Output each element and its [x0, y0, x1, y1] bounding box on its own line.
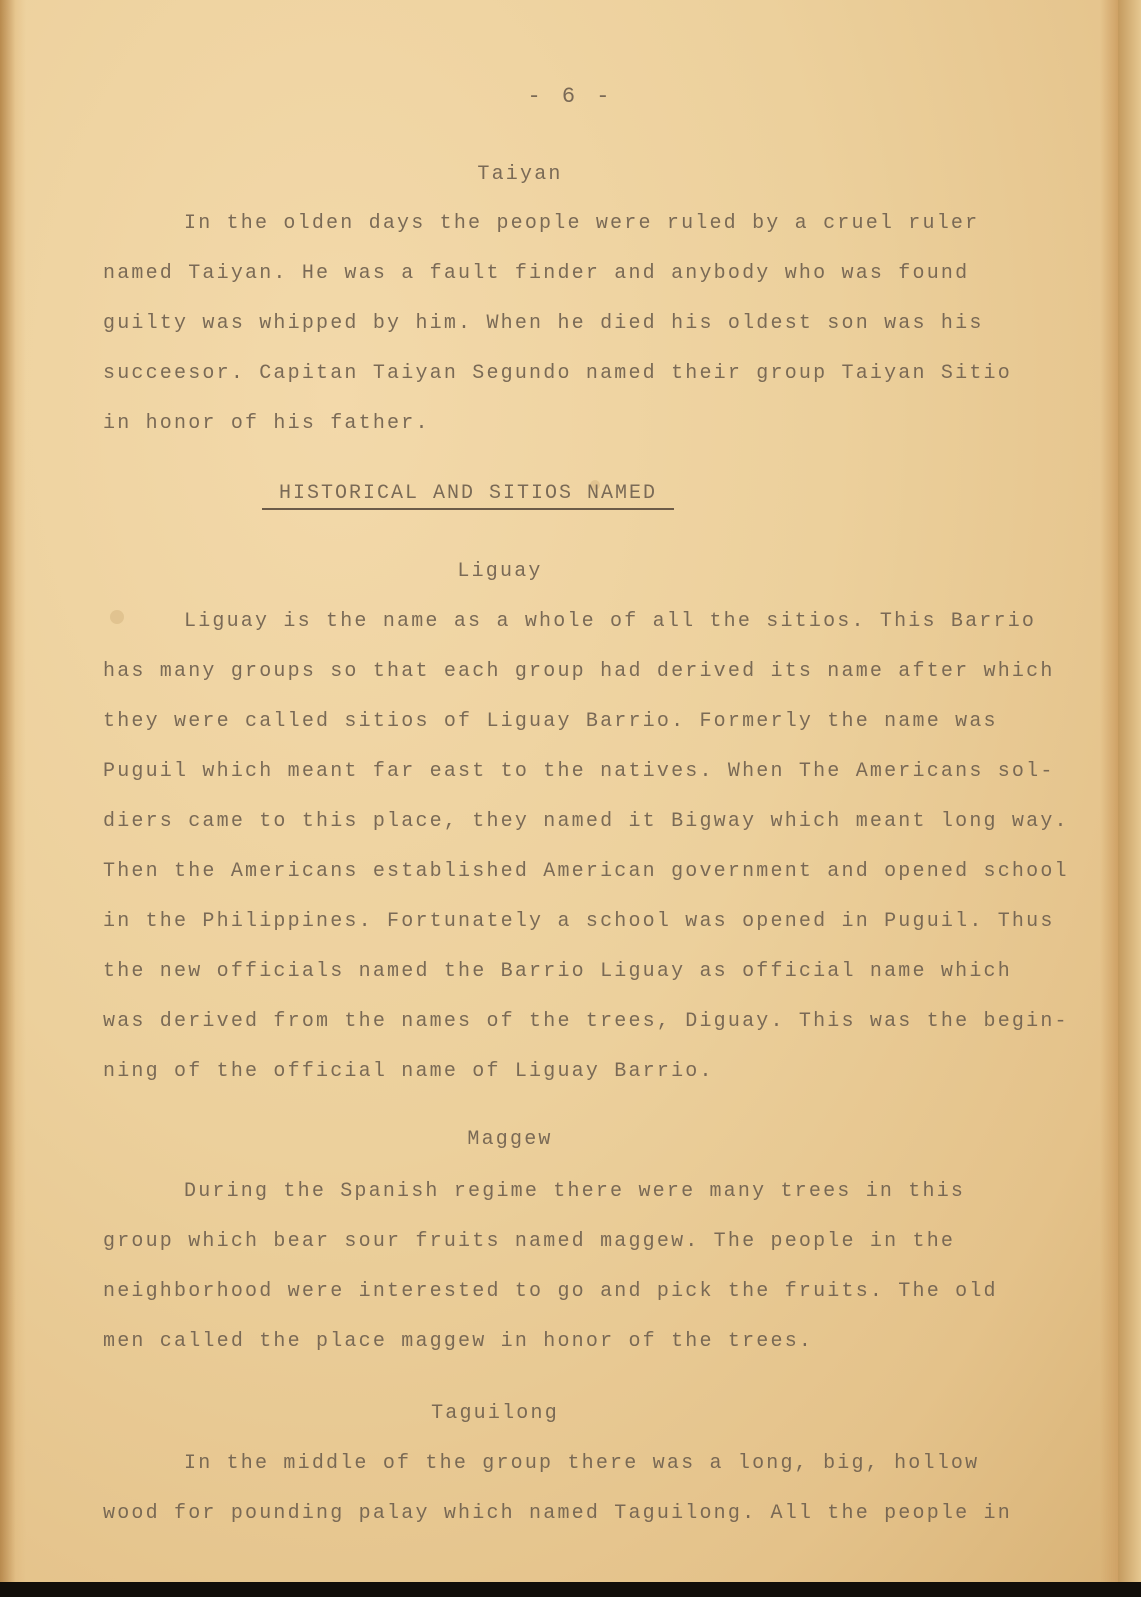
- text-line: guilty was whipped by him. When he died his oldest son was his: [103, 312, 984, 335]
- text-line: men called the place maggew in honor of the trees.: [103, 1330, 814, 1353]
- text-line: In the olden days the people were ruled by a cruel ruler: [184, 212, 980, 235]
- text-line: the new officials named the Barrio Liguay as official name which: [103, 960, 1012, 983]
- section-heading-liguay: Liguay: [457, 560, 543, 583]
- text-line: they were called sitios of Liguay Barrio. Formerly the name was: [103, 710, 998, 733]
- text-line: diers came to this place, they named it Bigway which meant long way.: [103, 810, 1069, 833]
- text-line: was derived from the names of the trees, Diguay. This was the begin-: [103, 1010, 1069, 1033]
- section-heading-maggew: Maggew: [467, 1128, 553, 1151]
- section-heading-historical: HISTORICAL AND SITIOS NAMED: [262, 482, 674, 510]
- text-line: Puguil which meant far east to the natives. When The Americans sol-: [103, 760, 1055, 783]
- text-line: During the Spanish regime there were many trees in this: [184, 1180, 966, 1203]
- paper-stain: [110, 610, 124, 624]
- text-line: neighborhood were interested to go and pick the fruits. The old: [103, 1280, 998, 1303]
- section-heading-taguilong: Taguilong: [431, 1402, 559, 1425]
- text-line: in honor of his father.: [103, 412, 430, 435]
- section-heading-taiyan: Taiyan: [477, 163, 563, 186]
- text-line: Liguay is the name as a whole of all the sitios. This Barrio: [184, 610, 1037, 633]
- text-line: Then the Americans established American government and opened school: [103, 860, 1069, 883]
- text-line: wood for pounding palay which named Taguilong. All the people in: [103, 1502, 1012, 1525]
- page-edge: [1118, 0, 1141, 1597]
- page-number: - 6 -: [527, 84, 614, 109]
- text-line: has many groups so that each group had derived its name after which: [103, 660, 1055, 683]
- text-line: named Taiyan. He was a fault finder and anybody who was found: [103, 262, 970, 285]
- scan-border: [0, 1582, 1141, 1597]
- text-line: ning of the official name of Liguay Barrio.: [103, 1060, 714, 1083]
- text-line: In the middle of the group there was a long, big, hollow: [184, 1452, 980, 1475]
- text-line: succeesor. Capitan Taiyan Segundo named their group Taiyan Sitio: [103, 362, 1012, 385]
- text-line: in the Philippines. Fortunately a school was opened in Puguil. Thus: [103, 910, 1055, 933]
- text-line: group which bear sour fruits named maggew. The people in the: [103, 1230, 956, 1253]
